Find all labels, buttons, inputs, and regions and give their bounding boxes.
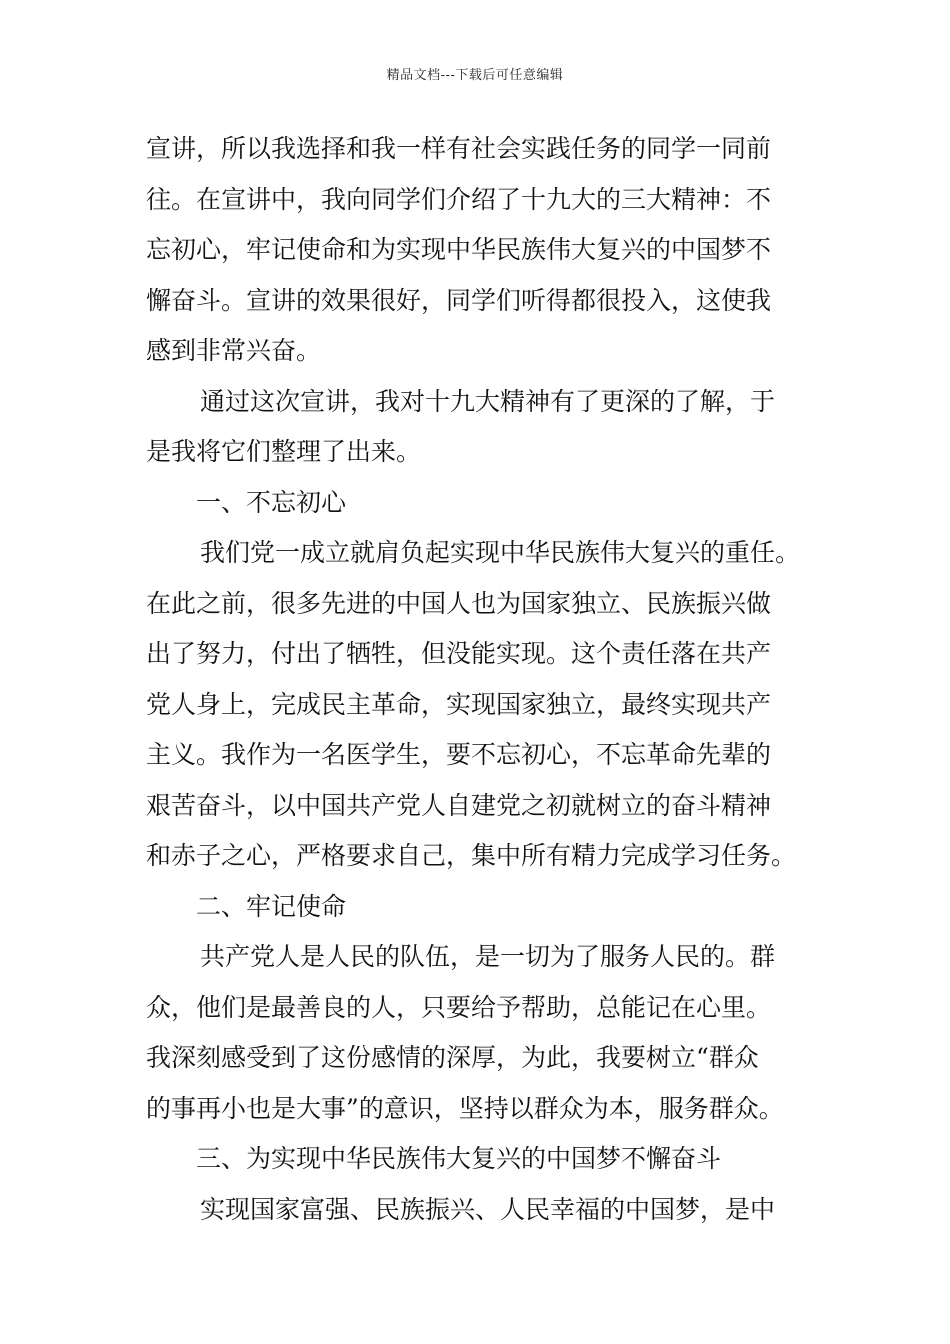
text-line: 艰苦奋斗，以中国共产党人自建党之初就树立的奋斗精神 <box>146 790 772 820</box>
text-line: 出了努力，付出了牺牲，但没能实现。这个责任落在共产 <box>146 639 772 668</box>
section-heading: 一、不忘初心 <box>196 487 347 517</box>
text-line: 的事再小也是大事”的意识，坚持以群众为本，服务群众。 <box>146 1093 784 1123</box>
section-heading: 二、牢记使命 <box>196 891 347 921</box>
text-line: 在此之前，很多先进的中国人也为国家独立、民族振兴做 <box>146 588 772 618</box>
page-header: 精品文档---下载后可任意编辑 <box>386 68 564 83</box>
text-line: 宣讲，所以我选择和我一样有社会实践任务的同学一同前 <box>146 134 772 163</box>
text-line: 党人身上，完成民主革命，实现国家独立，最终实现共产 <box>146 689 772 719</box>
text-line: 往。在宣讲中，我向同学们介绍了十九大的三大精神：不 <box>146 184 772 214</box>
text-line: 众，他们是最善良的人，只要给予帮助，总能记在心里。 <box>146 992 772 1022</box>
text-line: 感到非常兴奋。 <box>146 336 322 365</box>
text-line: 我深刻感受到了这份感情的深厚，为此，我要树立“群众 <box>146 1043 759 1072</box>
text-line: 和赤子之心，严格要求自己，集中所有精力完成学习任务。 <box>146 841 797 870</box>
paragraph-first-line: 共产党人是人民的队伍，是一切为了服务人民的。群 <box>200 942 776 971</box>
text-line: 懈奋斗。宣讲的效果很好，同学们听得都很投入，这使我 <box>146 285 772 315</box>
text-line: 忘初心，牢记使命和为实现中华民族伟大复兴的中国梦不 <box>146 235 772 264</box>
paragraph-first-line: 通过这次宣讲，我对十九大精神有了更深的了解，于 <box>200 386 776 416</box>
paragraph-first-line: 实现国家富强、民族振兴、人民幸福的中国梦，是中 <box>200 1194 776 1224</box>
paragraph-first-line: 我们党一成立就肩负起实现中华民族伟大复兴的重任。 <box>200 538 801 567</box>
section-heading: 三、为实现中华民族伟大复兴的中国梦不懈奋斗 <box>196 1144 722 1173</box>
text-line: 是我将它们整理了出来。 <box>146 437 422 466</box>
document-body <box>146 124 808 1235</box>
text-line: 主义。我作为一名医学生，要不忘初心，不忘革命先辈的 <box>146 740 772 769</box>
